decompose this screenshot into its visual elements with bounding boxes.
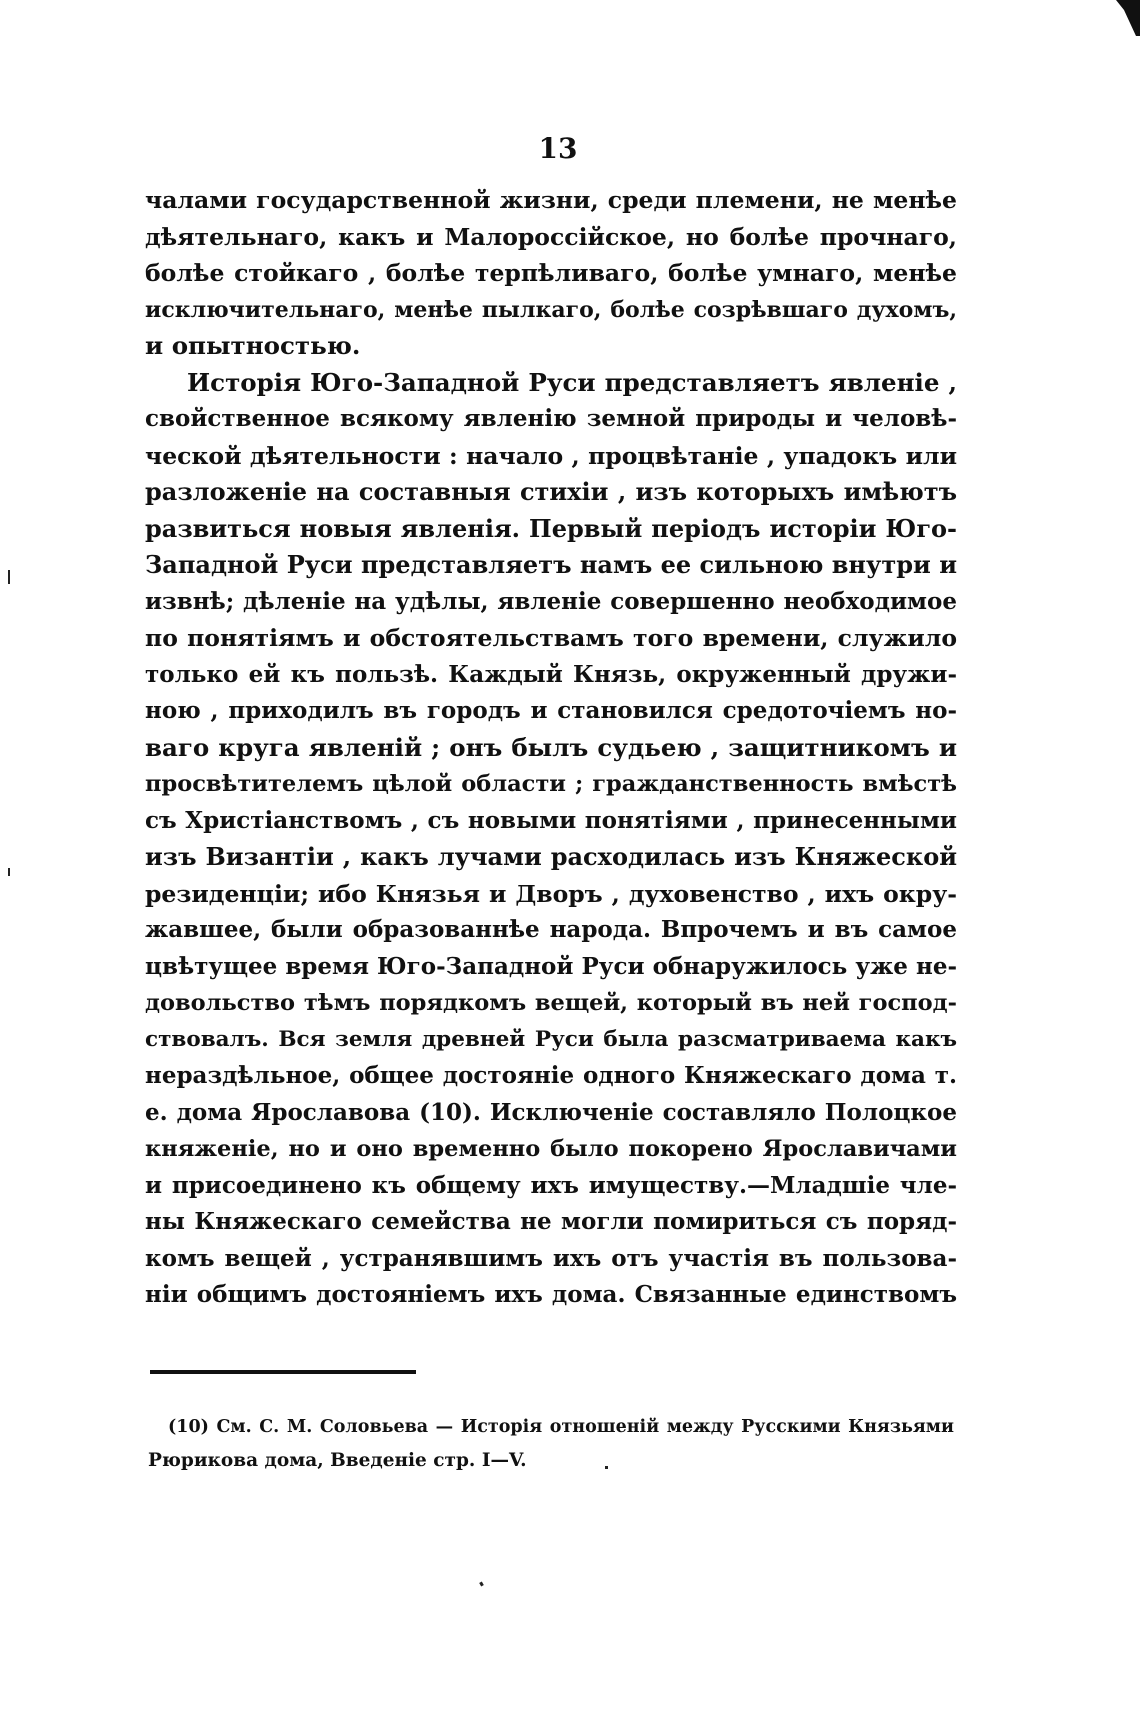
scan-speck [479,1582,484,1587]
text-line: ны Княжескаго семейства не могли помириться съ поряд- [145,1208,957,1235]
text-line: свойственное всякому явленію земной природы и человѣ- [145,405,957,432]
text-line: изъ Византіи , какъ лучами расходилась изъ Княжеской [145,842,957,871]
text-line: разложеніе на составныя стихіи , изъ которыхъ имѣютъ [145,477,957,506]
text-line: Исторія Юго-Западной Руси представляетъ явленіе , [187,367,957,397]
text-line: и присоединено къ общему ихъ имуществу.—Младшіе чле- [145,1171,957,1199]
text-line: просвѣтителемъ цѣлой области ; гражданственность вмѣстѣ [145,771,957,797]
text-line: цвѣтущее время Юго-Западной Руси обнаружилось уже не- [145,952,957,980]
text-line: и опытностью. [145,331,361,360]
page-number: 13 [538,132,578,165]
text-line: ніи общимъ достояніемъ ихъ дома. Связанные единствомъ [145,1281,957,1308]
text-line: только ей къ пользѣ. Каждый Князь, окруженный дружи- [145,660,957,688]
page-edge-mark [1110,0,1140,36]
footnotes [148,1410,954,1478]
text-line: жавшее, были образованнѣе народа. Впрочемъ и въ самое [145,916,957,943]
text-line: нераздѣльное, общее достояніе одного Княжескаго дома т. [145,1062,957,1089]
text-line: ною , приходилъ въ городъ и становился средоточіемъ но- [145,697,957,724]
text-line: е. дома Ярославова (10). Исключеніе составляло Полоцкое [145,1098,957,1126]
scan-speck [605,1466,608,1469]
text-line: извнѣ; дѣленіе на удѣлы, явленіе совершенно необходимое [145,587,957,615]
scan-speck [8,868,10,876]
text-line: Западной Руси представляетъ намъ ее сильною внутри и [145,550,957,579]
text-line: съ Христіанствомъ , съ новыми понятіями , принесенными [145,806,957,834]
text-line: ствовалъ. Вся земля древней Руси была разсматриваема какъ [145,1026,957,1052]
text-line: дѣятельнаго, какъ и Малороссійское, но болѣе прочнаго, [145,222,957,251]
text-line: резиденціи; ибо Князья и Дворъ , духовенство , ихъ окру- [145,879,957,908]
text-line: по понятіямъ и обстоятельствамъ того времени, служило [145,624,957,652]
text-line: болѣе стойкаго , болѣе терпѣливаго, болѣе умнаго, менѣе [145,259,957,287]
text-line: комъ вещей , устранявшимъ ихъ отъ участія въ пользова- [145,1244,957,1272]
text-line: ваго круга явленій ; онъ былъ судьею , защитникомъ и [145,732,957,762]
scan-speck [8,570,10,584]
text-line: довольство тѣмъ порядкомъ вещей, который въ ней господ- [145,990,957,1016]
text-line: чалами государственной жизни, среди племени, не менѣе [145,186,957,214]
text-line: княженіе, но и оно временно было покорено Ярославичами [145,1136,957,1162]
text-line: развиться новыя явленія. Первый періодъ исторіи Юго- [145,513,957,543]
body-text [145,182,957,1314]
page-edge-mark-shape [1110,0,1140,36]
footnote-line: (10) См. С. М. Соловьева — Исторія отношеній между Русскими Князьями [168,1417,954,1437]
footnote-rule [150,1370,416,1374]
text-line: ческой дѣятельности : начало , процвѣтаніе , упадокъ или [145,441,957,470]
footnote-line: Рюрикова дома, Введеніе стр. I—V. [148,1450,527,1471]
text-line: исключительнаго, менѣе пылкаго, болѣе созрѣвшаго духомъ, [145,296,957,323]
